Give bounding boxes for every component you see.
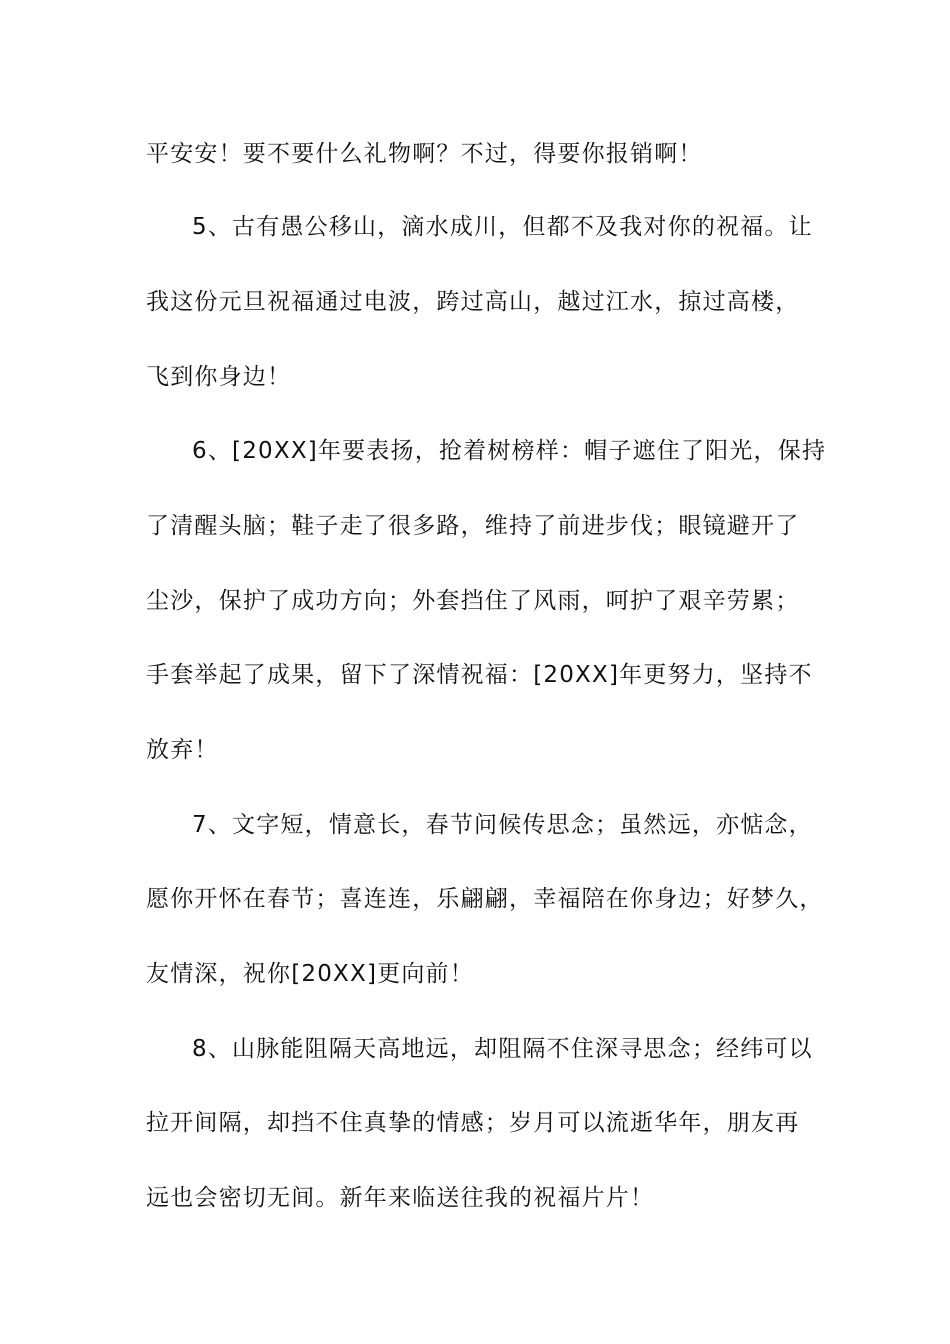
text-line: 远也会密切无间。新年来临送往我的祝福片片！: [146, 1185, 655, 1211]
text-line: 了清醒头脑；鞋子走了很多路，维持了前进步伐；眼镜避开了: [146, 513, 800, 539]
text-line: 愿你开怀在春节；喜连连，乐翩翩，幸福陪在你身边；好梦久，: [146, 886, 824, 912]
paragraph-5-first-line: 5、古有愚公移山，滴水成川，但都不及我对你的祝福。让: [192, 214, 813, 240]
text-line: 飞到你身边！: [146, 364, 292, 390]
text-line: 拉开间隔，却挡不住真挚的情感；岁月可以流逝华年，朋友再: [146, 1110, 800, 1136]
text-line: 平安安！要不要什么礼物啊？不过，得要你报销啊！: [146, 141, 703, 167]
text-line: 手套举起了成果，留下了深情祝福：[20XX]年更努力，坚持不: [146, 662, 813, 688]
text-line: 放弃！: [146, 737, 219, 763]
paragraph-8-first-line: 8、山脉能阻隔天高地远，却阻隔不住深寻思念；经纬可以: [192, 1036, 813, 1062]
text-line: 我这份元旦祝福通过电波，跨过高山，越过江水，掠过高楼，: [146, 289, 800, 315]
text-line: 尘沙，保护了成功方向；外套挡住了风雨，呵护了艰辛劳累；: [146, 588, 800, 614]
paragraph-6-first-line: 6、[20XX]年要表扬，抢着树榜样：帽子遮住了阳光，保持: [192, 438, 827, 464]
text-line: 友情深，祝你[20XX]更向前！: [146, 961, 474, 987]
paragraph-7-first-line: 7、文字短，情意长，春节问候传思念；虽然远，亦惦念，: [192, 812, 813, 838]
